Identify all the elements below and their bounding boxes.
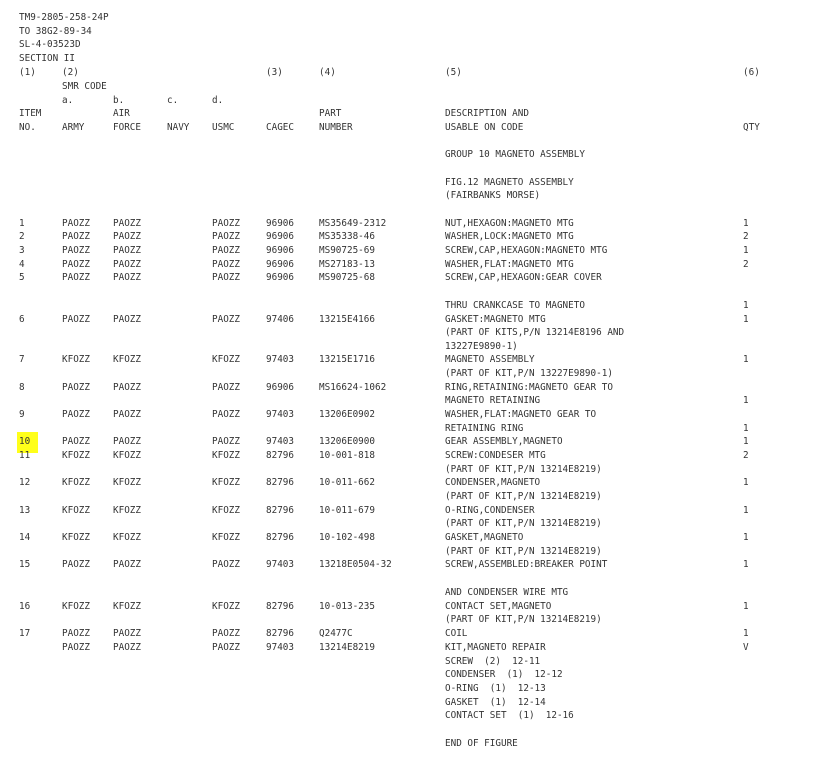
cell-cagec: 97406 bbox=[266, 314, 294, 325]
cell-army: PAOZZ bbox=[62, 382, 90, 393]
cell-desc: RING,RETAINING:MAGNETO GEAR TO bbox=[445, 382, 613, 393]
sub-letter-b: b. bbox=[113, 95, 125, 106]
cell-desc: (PART OF KIT,P/N 13227E9890-1) bbox=[445, 368, 613, 379]
cell-part: MS35338-46 bbox=[319, 231, 375, 242]
cell-army: PAOZZ bbox=[62, 314, 90, 325]
cell-af: PAOZZ bbox=[113, 259, 141, 270]
cell-part: MS27183-13 bbox=[319, 259, 375, 270]
cell-item: 9 bbox=[19, 409, 25, 420]
cell-desc: SCREW (2) 12-11 bbox=[445, 656, 541, 667]
col-num-1: (1) bbox=[19, 67, 36, 78]
cell-part: 10-011-662 bbox=[319, 477, 375, 488]
figure-title: FIG.12 MAGNETO ASSEMBLY bbox=[445, 177, 574, 188]
cell-cagec: 96906 bbox=[266, 382, 294, 393]
cell-qty: 2 bbox=[743, 259, 749, 270]
cell-desc: END OF FIGURE bbox=[445, 738, 518, 749]
cell-qty: 1 bbox=[743, 505, 749, 516]
cell-desc: SCREW:CONDESER MTG bbox=[445, 450, 546, 461]
cell-item: 6 bbox=[19, 314, 25, 325]
header-army: ARMY bbox=[62, 122, 85, 133]
cell-army: KFOZZ bbox=[62, 532, 90, 543]
header-item: ITEM bbox=[19, 108, 42, 119]
cell-af: KFOZZ bbox=[113, 477, 141, 488]
cell-qty: 1 bbox=[743, 436, 749, 447]
cell-cagec: 97403 bbox=[266, 436, 294, 447]
cell-part: 13218E0504-32 bbox=[319, 559, 392, 570]
group-title: GROUP 10 MAGNETO ASSEMBLY bbox=[445, 149, 585, 160]
cell-usmc: PAOZZ bbox=[212, 218, 240, 229]
cell-usmc: KFOZZ bbox=[212, 532, 240, 543]
cell-cagec: 97403 bbox=[266, 642, 294, 653]
cell-desc: GASKET (1) 12-14 bbox=[445, 697, 546, 708]
cell-qty: 1 bbox=[743, 477, 749, 488]
cell-af: PAOZZ bbox=[113, 245, 141, 256]
cell-army: KFOZZ bbox=[62, 477, 90, 488]
cell-cagec: 96906 bbox=[266, 231, 294, 242]
cell-qty: 1 bbox=[743, 395, 749, 406]
cell-part: 10-001-818 bbox=[319, 450, 375, 461]
cell-qty: 1 bbox=[743, 245, 749, 256]
cell-cagec: 97403 bbox=[266, 409, 294, 420]
cell-usmc: PAOZZ bbox=[212, 272, 240, 283]
cell-desc: THRU CRANKCASE TO MAGNETO bbox=[445, 300, 585, 311]
cell-army: KFOZZ bbox=[62, 601, 90, 612]
cell-part: 13206E0900 bbox=[319, 436, 375, 447]
sub-letter-a: a. bbox=[62, 95, 74, 106]
header-cagec: CAGEC bbox=[266, 122, 294, 133]
col-num-4: (4) bbox=[319, 67, 336, 78]
cell-af: PAOZZ bbox=[113, 314, 141, 325]
cell-item: 1 bbox=[19, 218, 25, 229]
cell-desc: (PART OF KITS,P/N 13214E8196 AND bbox=[445, 327, 625, 338]
cell-qty: 1 bbox=[743, 532, 749, 543]
cell-item: 3 bbox=[19, 245, 25, 256]
cell-qty: 1 bbox=[743, 601, 749, 612]
cell-desc: (PART OF KIT,P/N 13214E8219) bbox=[445, 491, 602, 502]
cell-af: PAOZZ bbox=[113, 409, 141, 420]
smr-code-label: SMR CODE bbox=[62, 81, 107, 92]
cell-cagec: 82796 bbox=[266, 601, 294, 612]
header-qty: QTY bbox=[743, 122, 760, 133]
cell-army: PAOZZ bbox=[62, 245, 90, 256]
cell-army: PAOZZ bbox=[62, 272, 90, 283]
cell-usmc: PAOZZ bbox=[212, 382, 240, 393]
doc-id-to: TO 38G2-89-34 bbox=[19, 26, 92, 37]
cell-part: MS90725-68 bbox=[319, 272, 375, 283]
cell-qty: 1 bbox=[743, 423, 749, 434]
cell-item: 13 bbox=[19, 505, 31, 516]
cell-usmc: PAOZZ bbox=[212, 642, 240, 653]
cell-usmc: PAOZZ bbox=[212, 245, 240, 256]
cell-desc: GASKET,MAGNETO bbox=[445, 532, 524, 543]
cell-desc: (PART OF KIT,P/N 13214E8219) bbox=[445, 614, 602, 625]
cell-usmc: KFOZZ bbox=[212, 601, 240, 612]
cell-desc: (PART OF KIT,P/N 13214E8219) bbox=[445, 464, 602, 475]
col-num-6: (6) bbox=[743, 67, 760, 78]
cell-usmc: KFOZZ bbox=[212, 505, 240, 516]
cell-usmc: PAOZZ bbox=[212, 314, 240, 325]
cell-af: KFOZZ bbox=[113, 532, 141, 543]
cell-item: 11 bbox=[19, 450, 31, 461]
cell-desc: SCREW,ASSEMBLED:BREAKER POINT bbox=[445, 559, 608, 570]
header-force: FORCE bbox=[113, 122, 141, 133]
cell-item: 2 bbox=[19, 231, 25, 242]
cell-desc: RETAINING RING bbox=[445, 423, 524, 434]
cell-af: KFOZZ bbox=[113, 450, 141, 461]
header-desc: DESCRIPTION AND bbox=[445, 108, 529, 119]
cell-army: PAOZZ bbox=[62, 628, 90, 639]
cell-qty: 1 bbox=[743, 314, 749, 325]
cell-af: PAOZZ bbox=[113, 642, 141, 653]
cell-af: PAOZZ bbox=[113, 436, 141, 447]
cell-qty: 2 bbox=[743, 450, 749, 461]
cell-usmc: PAOZZ bbox=[212, 559, 240, 570]
cell-part: 13206E0902 bbox=[319, 409, 375, 420]
cell-cagec: 96906 bbox=[266, 218, 294, 229]
col-num-2: (2) bbox=[62, 67, 79, 78]
cell-qty: 1 bbox=[743, 354, 749, 365]
cell-desc: GASKET:MAGNETO MTG bbox=[445, 314, 546, 325]
cell-part: 13214E8219 bbox=[319, 642, 375, 653]
cell-desc: CONDENSER (1) 12-12 bbox=[445, 669, 563, 680]
cell-desc: CONTACT SET (1) 12-16 bbox=[445, 710, 574, 721]
header-part: PART bbox=[319, 108, 342, 119]
cell-army: PAOZZ bbox=[62, 642, 90, 653]
cell-qty: 1 bbox=[743, 559, 749, 570]
cell-desc: O-RING (1) 12-13 bbox=[445, 683, 546, 694]
cell-item: 12 bbox=[19, 477, 31, 488]
cell-part: MS16624-1062 bbox=[319, 382, 387, 393]
cell-item: 14 bbox=[19, 532, 31, 543]
cell-desc: SCREW,CAP,HEXAGON:GEAR COVER bbox=[445, 272, 602, 283]
header-usmc: USMC bbox=[212, 122, 235, 133]
cell-usmc: PAOZZ bbox=[212, 231, 240, 242]
cell-part: 13215E1716 bbox=[319, 354, 375, 365]
cell-desc: (PART OF KIT,P/N 13214E8219) bbox=[445, 518, 602, 529]
cell-army: PAOZZ bbox=[62, 231, 90, 242]
cell-part: MS90725-69 bbox=[319, 245, 375, 256]
cell-item: 5 bbox=[19, 272, 25, 283]
header-no: NO. bbox=[19, 122, 36, 133]
cell-item: 7 bbox=[19, 354, 25, 365]
cell-desc: KIT,MAGNETO REPAIR bbox=[445, 642, 546, 653]
cell-part: 13215E4166 bbox=[319, 314, 375, 325]
cell-desc: MAGNETO RETAINING bbox=[445, 395, 541, 406]
cell-usmc: KFOZZ bbox=[212, 354, 240, 365]
cell-desc: AND CONDENSER WIRE MTG bbox=[445, 587, 569, 598]
cell-usmc: PAOZZ bbox=[212, 628, 240, 639]
cell-cagec: 96906 bbox=[266, 272, 294, 283]
cell-af: KFOZZ bbox=[113, 601, 141, 612]
cell-desc: O-RING,CONDENSER bbox=[445, 505, 535, 516]
cell-af: PAOZZ bbox=[113, 218, 141, 229]
cell-cagec: 97403 bbox=[266, 354, 294, 365]
cell-cagec: 82796 bbox=[266, 628, 294, 639]
cell-desc: (PART OF KIT,P/N 13214E8219) bbox=[445, 546, 602, 557]
cell-qty: 2 bbox=[743, 231, 749, 242]
doc-id-sl: SL-4-03523D bbox=[19, 39, 81, 50]
cell-army: PAOZZ bbox=[62, 409, 90, 420]
sub-letter-d: d. bbox=[212, 95, 224, 106]
cell-usmc: KFOZZ bbox=[212, 477, 240, 488]
cell-qty: 1 bbox=[743, 218, 749, 229]
cell-item: 4 bbox=[19, 259, 25, 270]
cell-af: PAOZZ bbox=[113, 231, 141, 242]
cell-cagec: 82796 bbox=[266, 477, 294, 488]
cell-desc: NUT,HEXAGON:MAGNETO MTG bbox=[445, 218, 574, 229]
section-title: SECTION II bbox=[19, 53, 75, 64]
cell-usmc: PAOZZ bbox=[212, 436, 240, 447]
cell-desc: SCREW,CAP,HEXAGON:MAGNETO MTG bbox=[445, 245, 608, 256]
cell-army: KFOZZ bbox=[62, 450, 90, 461]
cell-desc: WASHER,FLAT:MAGNETO MTG bbox=[445, 259, 574, 270]
cell-af: PAOZZ bbox=[113, 382, 141, 393]
header-navy: NAVY bbox=[167, 122, 190, 133]
cell-army: PAOZZ bbox=[62, 218, 90, 229]
cell-qty: 1 bbox=[743, 300, 749, 311]
header-number: NUMBER bbox=[319, 122, 353, 133]
cell-desc: GEAR ASSEMBLY,MAGNETO bbox=[445, 436, 563, 447]
cell-af: PAOZZ bbox=[113, 628, 141, 639]
cell-desc: WASHER,FLAT:MAGNETO GEAR TO bbox=[445, 409, 597, 420]
cell-part: 10-013-235 bbox=[319, 601, 375, 612]
cell-part: 10-102-498 bbox=[319, 532, 375, 543]
cell-usmc: KFOZZ bbox=[212, 450, 240, 461]
cell-cagec: 82796 bbox=[266, 505, 294, 516]
cell-army: PAOZZ bbox=[62, 436, 90, 447]
cell-cagec: 96906 bbox=[266, 259, 294, 270]
cell-item: 17 bbox=[19, 628, 31, 639]
cell-af: PAOZZ bbox=[113, 272, 141, 283]
sub-letter-c: c. bbox=[167, 95, 179, 106]
cell-item: 8 bbox=[19, 382, 25, 393]
cell-desc: 13227E9890-1) bbox=[445, 341, 518, 352]
col-num-3: (3) bbox=[266, 67, 283, 78]
cell-army: PAOZZ bbox=[62, 259, 90, 270]
cell-item: 10 bbox=[19, 436, 31, 447]
cell-cagec: 82796 bbox=[266, 532, 294, 543]
cell-cagec: 82796 bbox=[266, 450, 294, 461]
cell-desc: CONTACT SET,MAGNETO bbox=[445, 601, 552, 612]
cell-qty: 1 bbox=[743, 628, 749, 639]
cell-cagec: 97403 bbox=[266, 559, 294, 570]
cell-af: KFOZZ bbox=[113, 505, 141, 516]
cell-army: KFOZZ bbox=[62, 505, 90, 516]
cell-desc: WASHER,LOCK:MAGNETO MTG bbox=[445, 231, 574, 242]
header-usable: USABLE ON CODE bbox=[445, 122, 524, 133]
figure-subtitle: (FAIRBANKS MORSE) bbox=[445, 190, 541, 201]
cell-part: Q2477C bbox=[319, 628, 353, 639]
col-num-5: (5) bbox=[445, 67, 462, 78]
cell-af: KFOZZ bbox=[113, 354, 141, 365]
cell-desc: COIL bbox=[445, 628, 468, 639]
cell-desc: MAGNETO ASSEMBLY bbox=[445, 354, 535, 365]
cell-army: PAOZZ bbox=[62, 559, 90, 570]
cell-usmc: PAOZZ bbox=[212, 259, 240, 270]
doc-id-tm: TM9-2805-258-24P bbox=[19, 12, 109, 23]
cell-item: 15 bbox=[19, 559, 31, 570]
cell-usmc: PAOZZ bbox=[212, 409, 240, 420]
cell-qty: V bbox=[743, 642, 749, 653]
header-air: AIR bbox=[113, 108, 130, 119]
cell-cagec: 96906 bbox=[266, 245, 294, 256]
cell-army: KFOZZ bbox=[62, 354, 90, 365]
cell-af: PAOZZ bbox=[113, 559, 141, 570]
cell-item: 16 bbox=[19, 601, 31, 612]
cell-desc: CONDENSER,MAGNETO bbox=[445, 477, 541, 488]
cell-part: 10-011-679 bbox=[319, 505, 375, 516]
cell-part: MS35649-2312 bbox=[319, 218, 387, 229]
